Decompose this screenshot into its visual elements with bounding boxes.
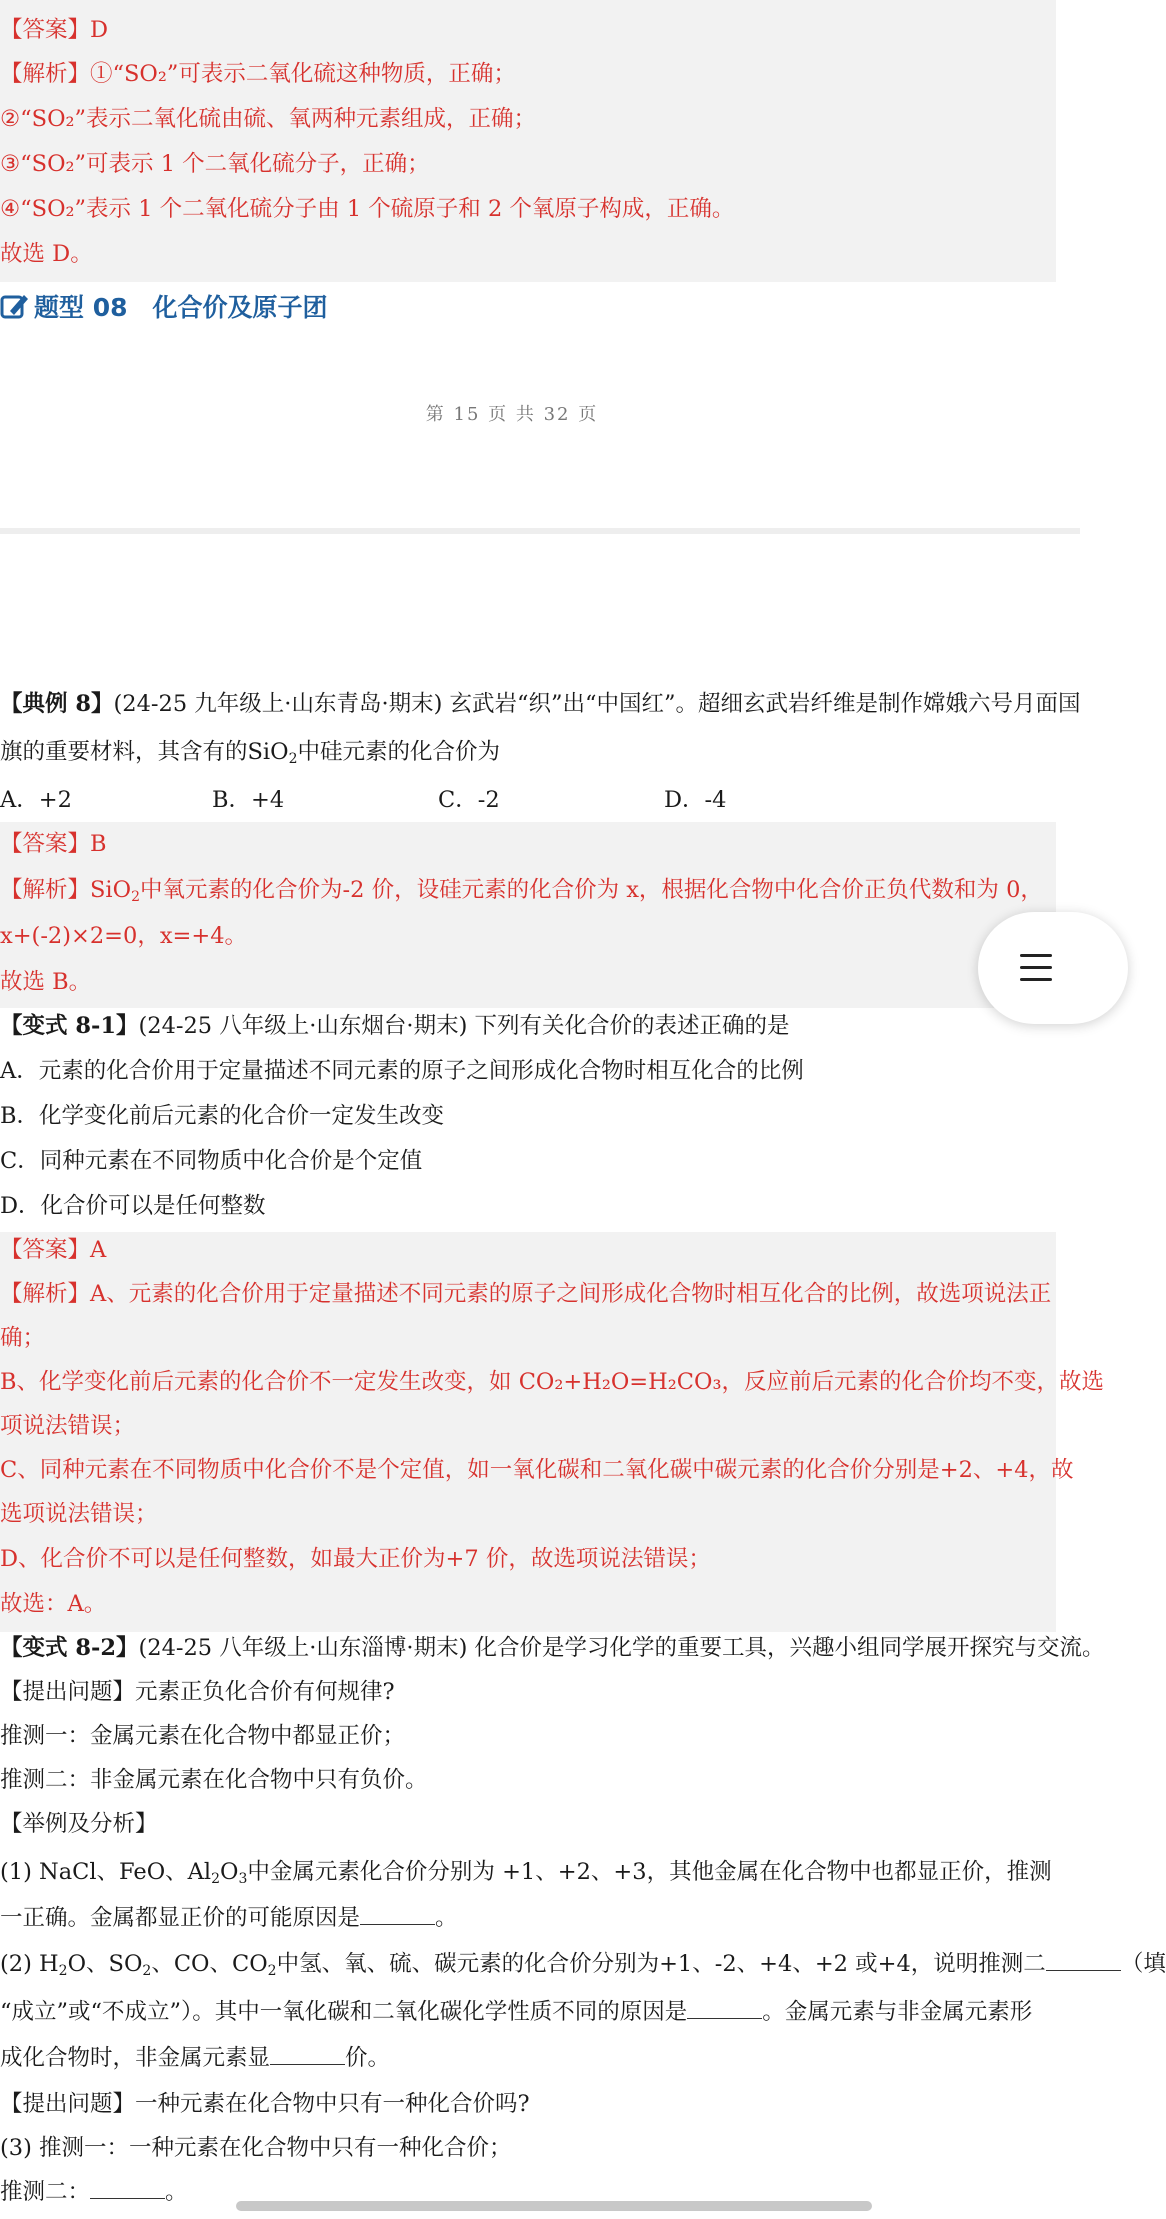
variant81-analysis-line: 故选：A。 — [0, 1591, 107, 1617]
home-indicator[interactable] — [236, 2201, 872, 2211]
top-analysis-line: ③“SO₂”可表示 1 个二氧化硫分子，正确； — [0, 151, 430, 177]
section-title-text: 题型 08 化合价及原子团 — [34, 293, 328, 322]
top-answer: 【答案】D — [0, 17, 109, 43]
example8-option-a: A．+2 — [0, 787, 72, 813]
variant81-label: 【变式 8-1】 — [0, 1013, 139, 1039]
variant81-analysis-line: 确； — [0, 1325, 46, 1351]
variant82-item3b: 推测二： 。 — [0, 2179, 188, 2205]
variant82-item2-line1: (2) $H_2O$、$SO_2$、CO、$CO_2$中氢、氧、硫、碳元素的化合价分别为+1、-2、+4、+2 或+4，说明推测二 （填 — [0, 1951, 1166, 1979]
example8-analysis-line2: x+(-2)×2=0，x=+4。 — [0, 923, 248, 949]
answer-blank[interactable] — [360, 1904, 435, 1925]
answer-blank[interactable] — [1046, 1950, 1121, 1971]
hamburger-icon — [1020, 954, 1052, 990]
variant82-question1: 【提出问题】元素正负化合价有何规律? — [0, 1679, 395, 1705]
menu-button[interactable] — [978, 912, 1128, 1024]
example8-stem-text: (24-25 九年级上·山东青岛·期末) 玄武岩“织”出“中国红”。超细玄武岩纤维是制作嫦娥六号月面国 — [113, 691, 1081, 717]
example8-label: 【典例 8】 — [0, 691, 114, 717]
variant81-analysis-line: D、化合价不可以是任何整数，如最大正价为+7 价，故选项说法错误； — [0, 1546, 711, 1572]
variant81-analysis-line: 选项说法错误； — [0, 1501, 158, 1527]
example8-option-b: B．+4 — [212, 787, 285, 813]
variant82-guess1: 推测一：金属元素在化合物中都显正价； — [0, 1723, 406, 1749]
variant81-analysis-line: C、同种元素在不同物质中化合价不是个定值，如一氧化碳和二氧化碳中碳元素的化合价分别是+2、+4，故 — [0, 1457, 1074, 1483]
variant81-stem: 【变式 8-1】(24-25 八年级上·山东烟台·期末) 下列有关化合价的表述正确的是 — [0, 1013, 790, 1039]
variant82-item2-line2: “成立”或“不成立”）。其中一氧化碳和二氧化碳化学性质不同的原因是 。金属元素与非金属元素形 — [0, 1999, 1033, 2025]
answer-block-example8 — [0, 822, 1056, 1008]
pencil-icon — [0, 291, 30, 321]
variant82-label: 【变式 8-2】 — [0, 1635, 139, 1661]
variant82-item1-line2: 一正确。金属都显正价的可能原因是 。 — [0, 1905, 458, 1931]
variant82-guess2: 推测二：非金属元素在化合物中只有负价。 — [0, 1767, 428, 1793]
example8-analysis-line1: 【解析】SiO$_2$中氧元素的化合价为-2 价，设硅元素的化合价为 x，根据化合物中化合价正负代数和为 0， — [0, 877, 1043, 905]
variant82-item3: (3) 推测一：一种元素在化合物中只有一种化合价； — [0, 2135, 512, 2161]
section-title — [0, 288, 328, 324]
variant82-examples-heading: 【举例及分析】 — [0, 1811, 158, 1837]
variant81-answer: 【答案】A — [0, 1237, 107, 1263]
top-analysis-line: ④“SO₂”表示 1 个二氧化硫分子由 1 个硫原子和 2 个氧原子构成，正确。 — [0, 196, 735, 222]
variant82-item1-line1: (1) NaCl、FeO、$Al_2O_3$中金属元素化合价分别为 +1、+2、+3，其他金属在化合物中也都显正价，推测 — [0, 1859, 1052, 1887]
variant82-question2: 【提出问题】一种元素在化合物中只有一种化合价吗? — [0, 2091, 530, 2117]
answer-blank[interactable] — [90, 2178, 165, 2199]
variant81-analysis-line: B、化学变化前后元素的化合价不一定发生改变，如 CO₂+H₂O=H₂CO₃，反应前后元素的化合价均不变，故选 — [0, 1369, 1104, 1395]
example8-stem-line2: 旗的重要材料，其含有的SiO$_2$中硅元素的化合价为 — [0, 739, 501, 767]
top-analysis-line: ②“SO₂”表示二氧化硫由硫、氧两种元素组成，正确； — [0, 106, 537, 132]
page-number: 第 15 页 共 32 页 — [425, 404, 599, 425]
top-analysis-line: 【解析】①“SO₂”可表示二氧化硫这种物质，正确； — [0, 61, 516, 87]
example8-answer: 【答案】B — [0, 831, 107, 857]
example8-analysis-line3: 故选 B。 — [0, 969, 92, 995]
variant82-stem: 【变式 8-2】(24-25 八年级上·山东淄博·期末) 化合价是学习化学的重要工具，兴趣小组同学展开探究与交流。 — [0, 1635, 1105, 1661]
answer-blank[interactable] — [270, 2044, 345, 2065]
answer-blank[interactable] — [687, 1998, 762, 2019]
variant81-analysis-line: 项说法错误； — [0, 1413, 136, 1439]
example8-option-d: D．-4 — [664, 787, 727, 813]
variant81-option-a: A．元素的化合价用于定量描述不同元素的原子之间形成化合物时相互化合的比例 — [0, 1058, 804, 1084]
variant81-option-c: C．同种元素在不同物质中化合价是个定值 — [0, 1148, 423, 1174]
variant81-option-d: D．化合价可以是任何整数 — [0, 1193, 266, 1219]
example8-option-c: C．-2 — [438, 787, 500, 813]
top-analysis-line: 故选 D。 — [0, 241, 93, 267]
variant81-analysis-line: 【解析】A、元素的化合价用于定量描述不同元素的原子之间形成化合物时相互化合的比例，故选项说法正 — [0, 1281, 1052, 1307]
variant82-item2-line3: 成化合物时，非金属元素显 价。 — [0, 2045, 391, 2071]
page-separator — [0, 528, 1080, 534]
variant81-option-b: B．化学变化前后元素的化合价一定发生改变 — [0, 1103, 445, 1129]
example8-stem-line1 — [0, 688, 1081, 720]
answer-block-top — [0, 0, 1056, 282]
